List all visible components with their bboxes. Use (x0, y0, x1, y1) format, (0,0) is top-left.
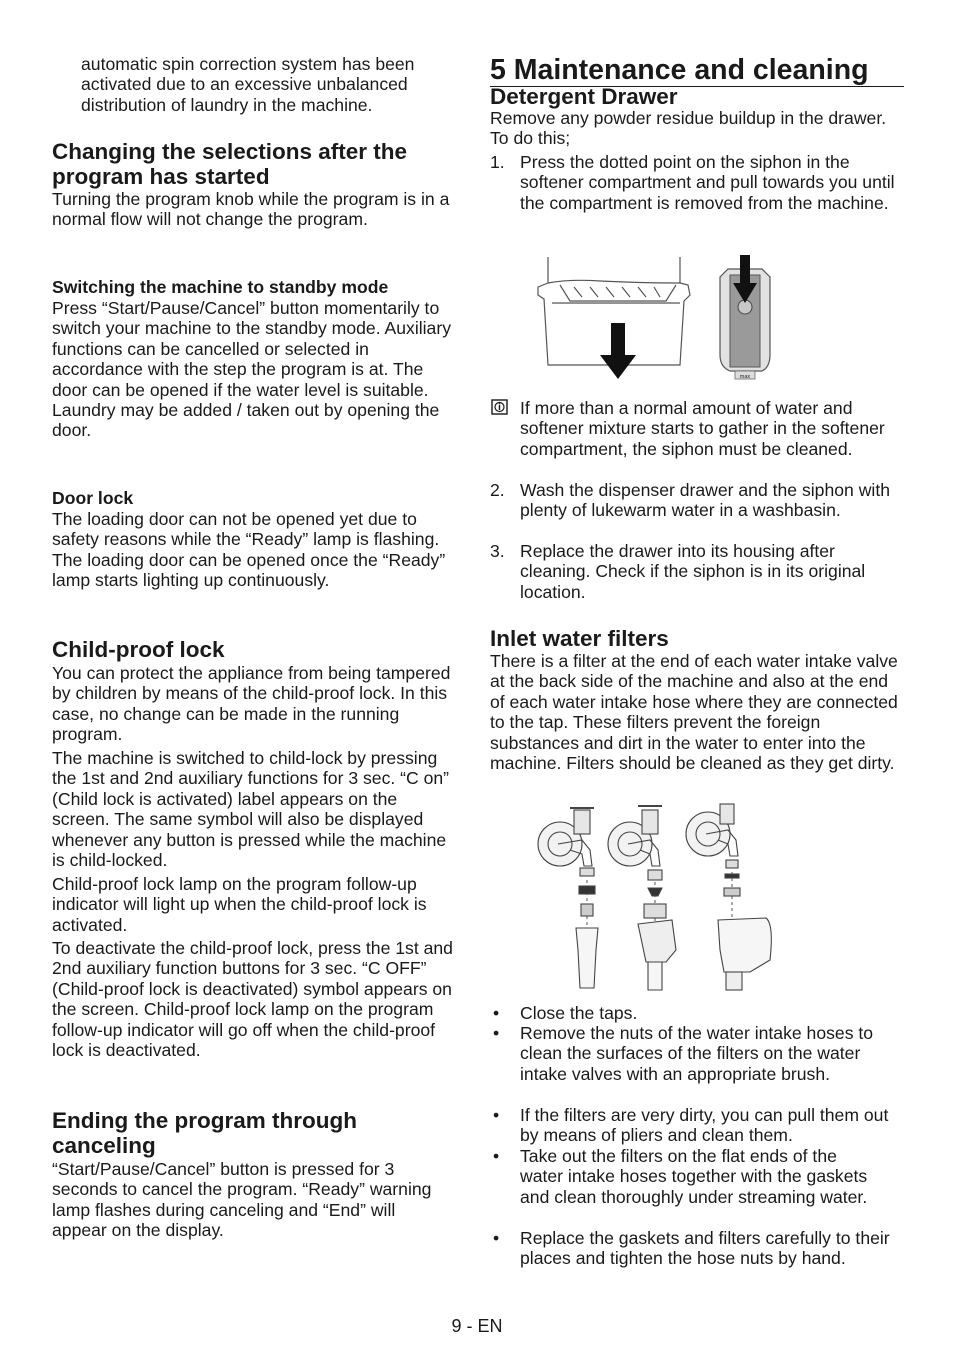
detergent-step-3 (490, 541, 904, 602)
bullet-marker: • (493, 1146, 500, 1166)
bullet-marker: • (493, 1003, 500, 1023)
bullet-text: Replace the gaskets and filters carefully to their places and tighten the hose nuts by hand. (520, 1228, 890, 1269)
ending-program-body: “Start/Pause/Cancel” button is pressed for 3 seconds to cancel the program. “Ready” warning lamp flashes during canceling and “End” will appear on the display. (52, 1159, 432, 1241)
taps-filters-illustration (530, 800, 780, 995)
bullet-text: Take out the filters on the flat ends of the water intake hoses together with the gaskets and clean thoroughly under streaming water. (520, 1146, 868, 1207)
bullet-text: If the filters are very dirty, you can pull them out by means of pliers and clean them. (520, 1105, 889, 1146)
heading-inlet-filters: Inlet water filters (490, 626, 669, 651)
heading-ending-program: Ending the program through canceling (52, 1108, 357, 1158)
down-arrow-icon (600, 323, 636, 379)
step-number: 3. (490, 541, 505, 561)
step-text: Press the dotted point on the siphon in the softener compartment and pull towards you until the compartment is removed from the machine. (520, 152, 895, 213)
heading-door-lock: Door lock (52, 488, 134, 508)
standby-body: Press “Start/Pause/Cancel” button momentarily to switch your machine to the standby mode. Auxiliary functions can be cancelled or selected in accordance with the step the program is at. The door can be opened if the water level is suitable. Laundry may be added / taken out by opening the door. (52, 298, 451, 441)
bullet-marker: • (493, 1105, 500, 1125)
filter-bullet-3 (490, 1105, 904, 1146)
step-text: Replace the drawer into its housing after cleaning. Check if the siphon is in its original location. (520, 541, 866, 602)
changing-selections-body: Turning the program knob while the program is in a normal flow will not change the program. (52, 189, 450, 230)
inlet-filters-body: There is a filter at the end of each water intake valve at the back side of the machine and also at the end of each water intake hose where they are connected to the tap. These filters prevent the foreign substances and dirt in the water to enter into the machine. Filters should be cleaned as they get dirty. (490, 651, 898, 774)
child-lock-para-2: The machine is switched to child-lock by pressing the 1st and 2nd auxiliary functions for 3 sec. “C on” (Child lock is activated) label appears on the screen. The same symbol will also be displayed whenever any button is pressed while the machine is child-locked. (52, 748, 450, 871)
heading-standby-mode: Switching the machine to standby mode (52, 277, 389, 297)
intro-continuation: automatic spin correction system has been activated due to an excessive unbalanced distribution of laundry in the machine. (81, 54, 415, 115)
step-number: 2. (490, 480, 505, 500)
section-title: 5 Maintenance and cleaning (490, 54, 904, 87)
tap-2-drawing (608, 806, 676, 990)
child-lock-para-1: You can protect the appliance from being tampered by children by means of the child-proof lock. In this case, no change can be made in the running program. (52, 663, 451, 745)
heading-detergent-drawer: Detergent Drawer (490, 84, 678, 109)
siphon-max-label: max (739, 374, 751, 380)
bullet-text: Remove the nuts of the water intake hoses to clean the surfaces of the filters on the water intake valves with an appropriate brush. (520, 1023, 874, 1084)
detergent-step-2 (490, 480, 904, 521)
page-number: 9 - EN (451, 1316, 503, 1336)
info-icon (491, 399, 508, 415)
filter-bullet-4 (490, 1146, 904, 1207)
heading-child-proof-lock: Child-proof lock (52, 637, 225, 662)
drawer-siphon-illustration (530, 255, 790, 385)
tap-1-drawing (538, 808, 598, 988)
bullet-marker: • (493, 1023, 500, 1043)
tap-3-drawing (686, 804, 771, 990)
door-lock-body: The loading door can not be opened yet due to safety reasons while the “Ready” lamp is flashing. The loading door can be opened once the “Ready” lamp starts lighting up continuously. (52, 509, 446, 591)
bullet-text: Close the taps. (520, 1003, 638, 1023)
child-lock-para-4: To deactivate the child-proof lock, press the 1st and 2nd auxiliary function buttons for 3 sec. “C OFF” (Child-proof lock is deactivated) symbol appears on the screen. Child-proof lock lamp on the program follow-up indicator will go off when the child-proof lock is deactivated. (52, 938, 453, 1061)
detergent-step-1 (490, 152, 904, 213)
siphon-note: If more than a normal amount of water and softener mixture starts to gather in the softener compartment, the siphon must be cleaned. (520, 398, 885, 459)
step-text: Wash the dispenser drawer and the siphon with plenty of lukewarm water in a washbasin. (520, 480, 891, 521)
step-number: 1. (490, 152, 505, 172)
filter-bullet-5 (490, 1228, 904, 1269)
bullet-marker: • (493, 1228, 500, 1248)
child-lock-para-3: Child-proof lock lamp on the program follow-up indicator will light up when the child-proof lock is activated. (52, 874, 427, 935)
detergent-intro: Remove any powder residue buildup in the drawer. To do this; (490, 108, 887, 149)
filter-bullet-2 (490, 1023, 904, 1084)
heading-changing-selections: Changing the selections after the program has started (52, 139, 408, 189)
filter-bullet-1 (490, 1003, 904, 1023)
